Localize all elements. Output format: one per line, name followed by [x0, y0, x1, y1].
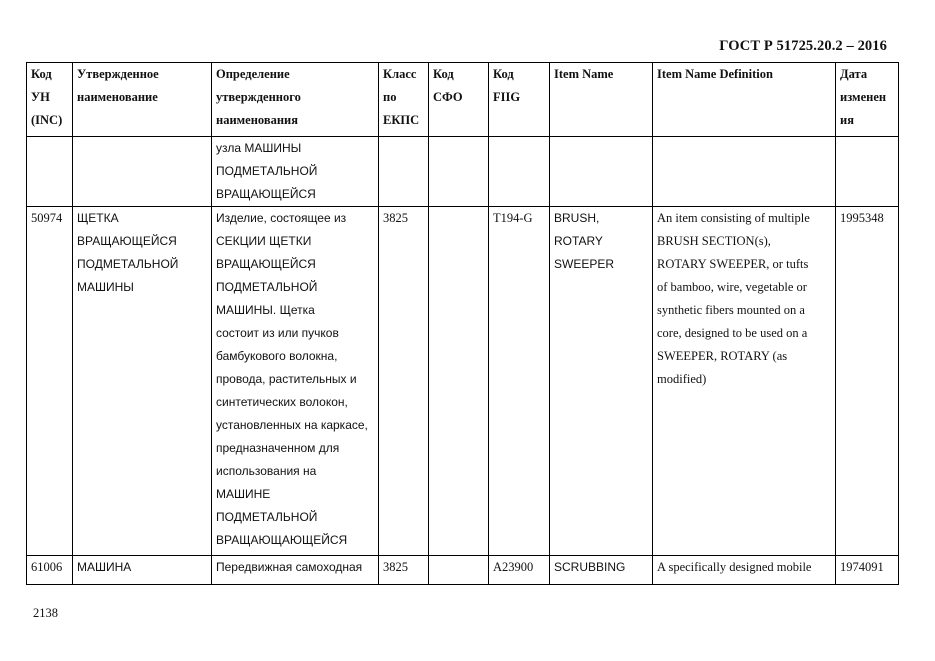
- cell-inc: 61006: [27, 556, 73, 585]
- header-sfo-code: Код СФО: [429, 63, 489, 137]
- header-item-name-definition: Item Name Definition: [653, 63, 836, 137]
- header-approved-name: Утвержденное наименование: [73, 63, 212, 137]
- cell-approved-name: [73, 137, 212, 207]
- header-item-name: Item Name: [550, 63, 653, 137]
- cell-sfo-code: [429, 137, 489, 207]
- cell-fsc-class: [379, 137, 429, 207]
- header-definition: Определение утвержденного наименования: [212, 63, 379, 137]
- header-fiig-code: Код FIIG: [489, 63, 550, 137]
- header-inc: Код УН (INC): [27, 63, 73, 137]
- cell-item-name: SCRUBBING: [550, 556, 653, 585]
- cell-sfo-code: [429, 556, 489, 585]
- standard-designation: ГОСТ Р 51725.20.2 – 2016: [719, 38, 887, 54]
- cell-approved-name: МАШИНА: [73, 556, 212, 585]
- cell-sfo-code: [429, 207, 489, 556]
- cell-definition: узла МАШИНЫ ПОДМЕТАЛЬНОЙ ВРАЩАЮЩЕЙСЯ: [212, 137, 379, 207]
- nomenclature-table: [26, 62, 899, 585]
- cell-definition: Изделие, состоящее из СЕКЦИИ ЩЕТКИ ВРАЩАЮЩЕЙСЯ ПОДМЕТАЛЬНОЙ МАШИНЫ. Щетка состоит из или пучков бамбукового волокна, провода, растительных и синтетических волокон, установленных на каркасе, предназначенном для использования на МАШИНЕ ПОДМЕТАЛЬНОЙ ВРАЩАЮЩАЮЩЕЙСЯ: [212, 207, 379, 556]
- cell-fsc-class: 3825: [379, 556, 429, 585]
- cell-inc: 50974: [27, 207, 73, 556]
- cell-fiig-code: [489, 137, 550, 207]
- cell-fsc-class: 3825: [379, 207, 429, 556]
- cell-approved-name: ЩЕТКА ВРАЩАЮЩЕЙСЯ ПОДМЕТАЛЬНОЙ МАШИНЫ: [73, 207, 212, 556]
- page-number: 2138: [33, 606, 58, 620]
- table-row: [27, 137, 899, 207]
- table-row: [27, 207, 899, 556]
- cell-item-name-definition: A specifically designed mobile: [653, 556, 836, 585]
- cell-item-name-definition: [653, 137, 836, 207]
- cell-fiig-code: T194-G: [489, 207, 550, 556]
- cell-fiig-code: A23900: [489, 556, 550, 585]
- table-header-row: [27, 63, 899, 137]
- cell-definition: Передвижная самоходная: [212, 556, 379, 585]
- table-row: [27, 556, 899, 585]
- cell-item-name: [550, 137, 653, 207]
- cell-change-date: 1995348: [836, 207, 899, 556]
- header-change-date: Дата изменен ия: [836, 63, 899, 137]
- cell-inc: [27, 137, 73, 207]
- header-fsc-class: Класс по ЕКПС: [379, 63, 429, 137]
- cell-change-date: 1974091: [836, 556, 899, 585]
- cell-item-name: BRUSH, ROTARY SWEEPER: [550, 207, 653, 556]
- cell-change-date: [836, 137, 899, 207]
- cell-item-name-definition: An item consisting of multiple BRUSH SECTION(s), ROTARY SWEEPER, or tufts of bamboo, wire, vegetable or synthetic fibers mounted on a core, designed to be used on a SWEEPER, ROTARY (as modified): [653, 207, 836, 556]
